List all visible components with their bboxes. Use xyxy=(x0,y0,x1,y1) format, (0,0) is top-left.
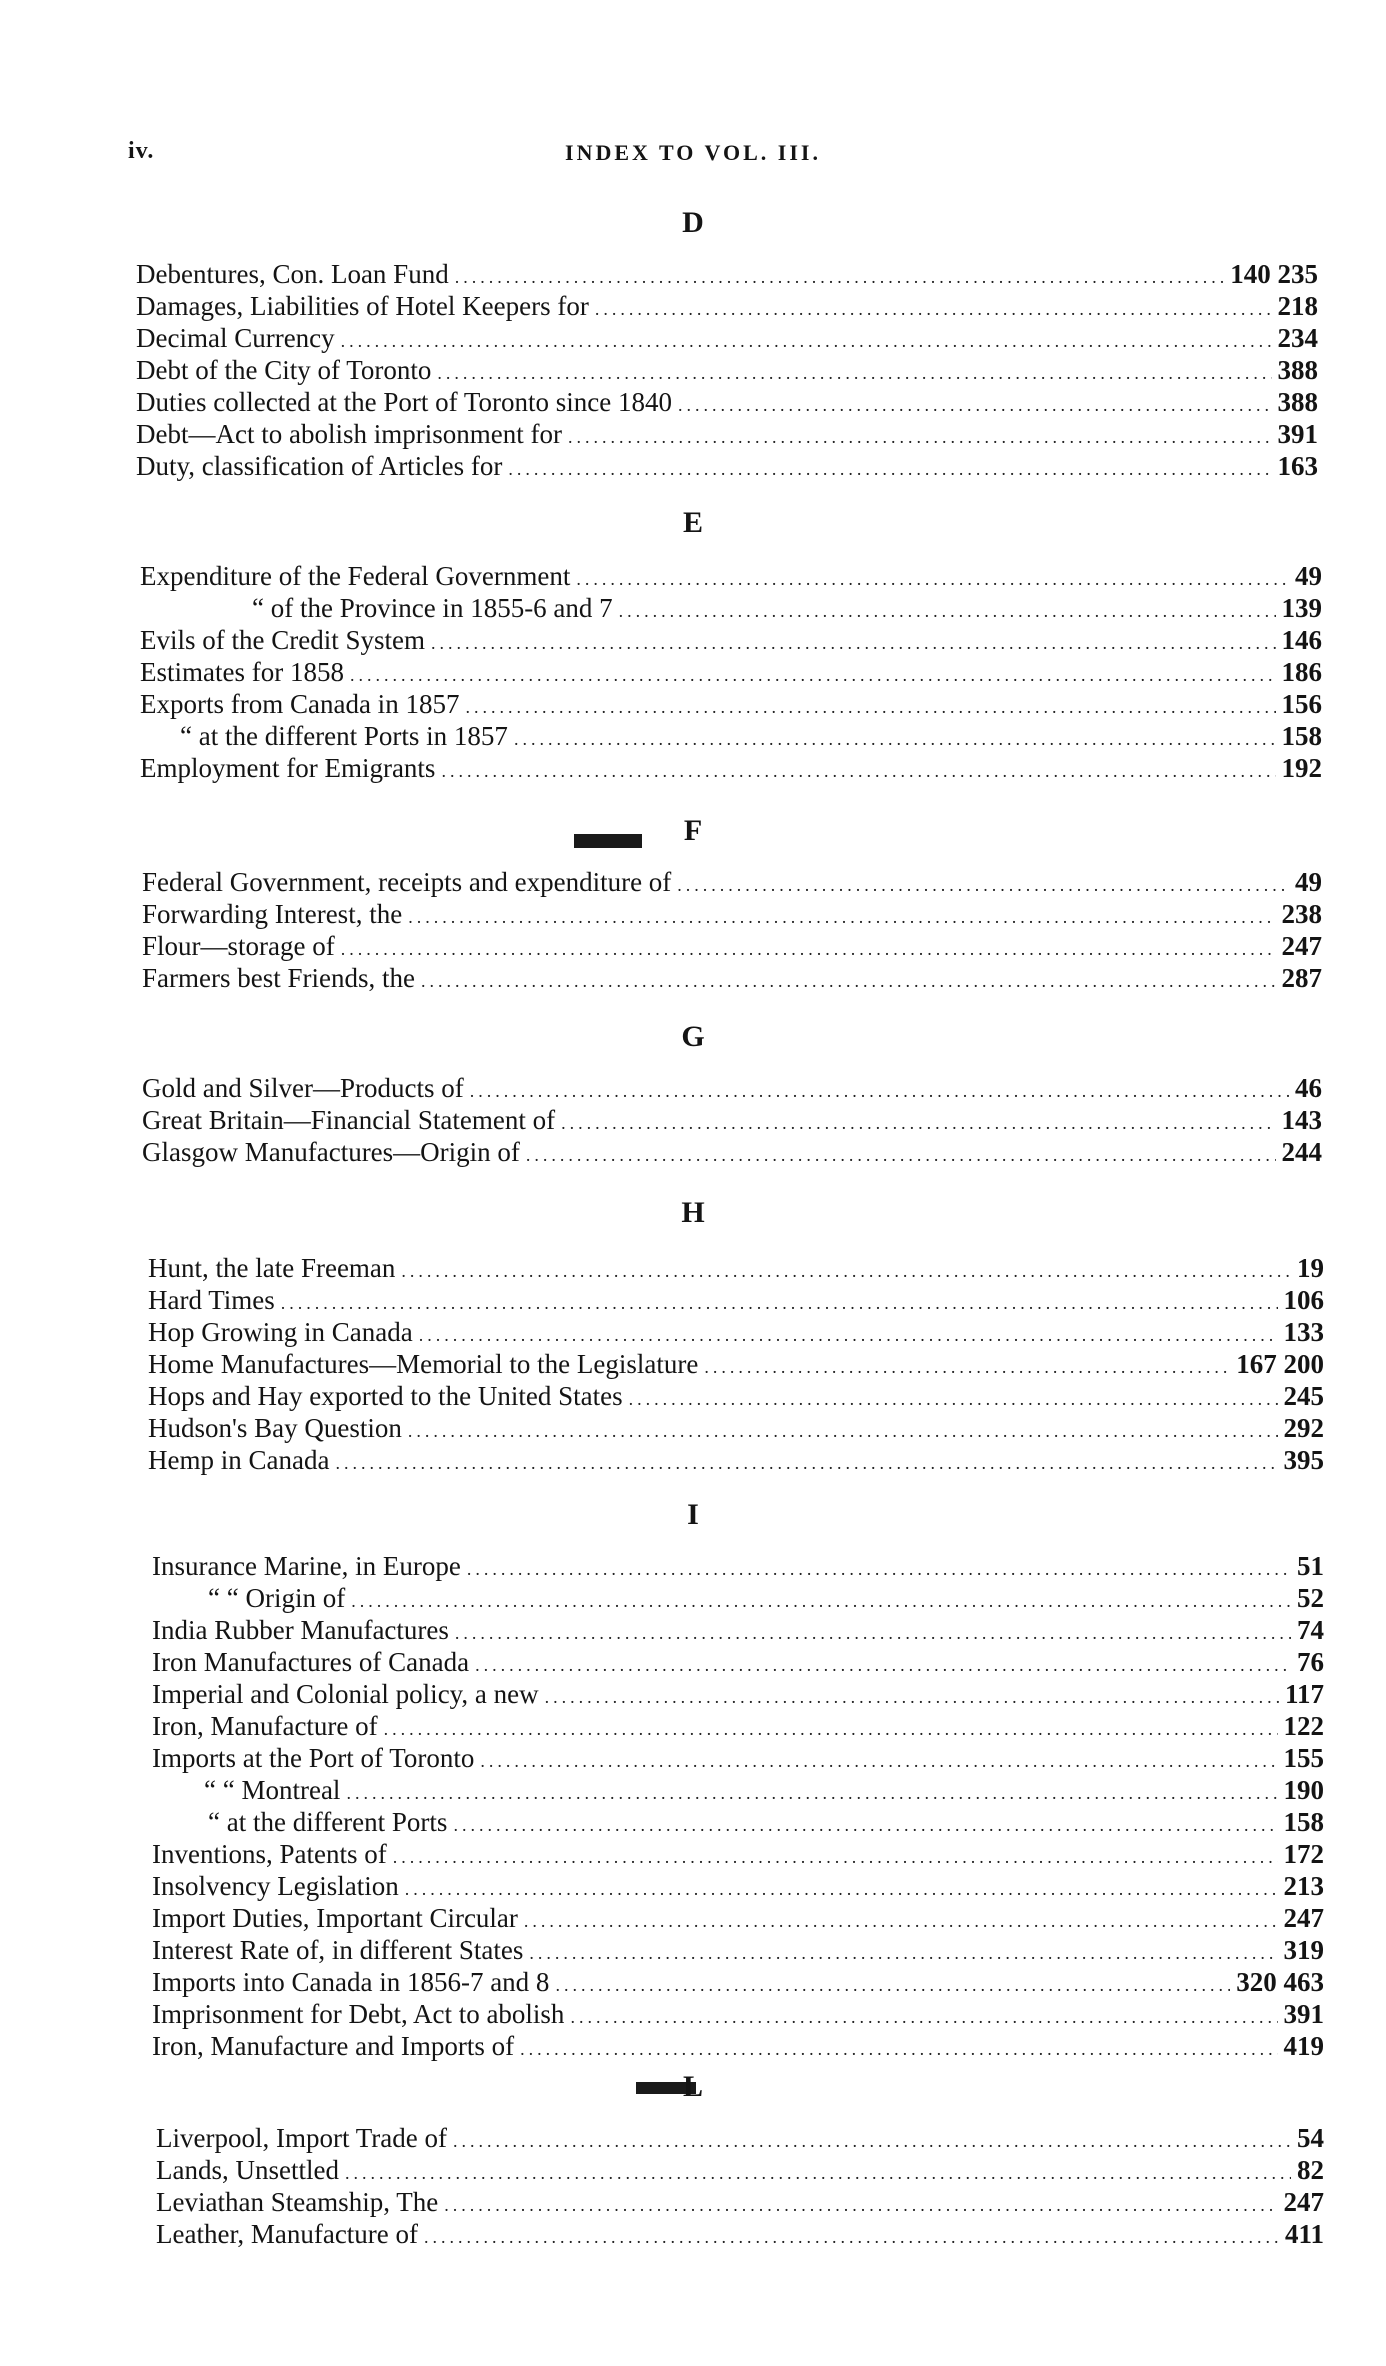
dot-leader xyxy=(475,1649,1291,1681)
entry-pages: 155 xyxy=(1283,1743,1324,1773)
index-entry xyxy=(152,1902,1324,1934)
index-entry xyxy=(148,1380,1324,1412)
entry-title: Insurance Marine, in Europe xyxy=(152,1551,461,1581)
entry-title: “ at the different Ports in 1857 xyxy=(180,721,508,751)
entry-title: Hard Times xyxy=(148,1285,275,1315)
entry-pages: 186 xyxy=(1281,657,1322,687)
entry-pages: 192 xyxy=(1281,753,1322,783)
dot-leader xyxy=(629,1383,1278,1415)
entry-title: “ “ Montreal xyxy=(204,1775,341,1805)
dot-leader xyxy=(480,1745,1277,1777)
entry-title: Lands, Unsettled xyxy=(156,2155,339,2185)
entry-pages: 287 xyxy=(1281,963,1322,993)
section-l-entries xyxy=(156,2122,1324,2250)
index-entry xyxy=(152,1806,1324,1838)
entry-pages: 49 xyxy=(1295,867,1322,897)
dot-leader xyxy=(677,869,1289,901)
entry-pages: 234 xyxy=(1277,323,1318,353)
entry-title: Leather, Manufacture of xyxy=(156,2219,419,2249)
entry-pages: 106 xyxy=(1283,1285,1324,1315)
entry-title: Duties collected at the Port of Toronto since 1840 xyxy=(136,387,672,417)
entry-title: Hop Growing in Canada xyxy=(148,1317,413,1347)
entry-title: Insolvency Legislation xyxy=(152,1871,399,1901)
index-entry xyxy=(140,592,1322,624)
dot-leader xyxy=(351,1585,1291,1617)
entry-pages: 158 xyxy=(1283,1807,1324,1837)
dot-leader xyxy=(401,1255,1291,1287)
entry-pages: 146 xyxy=(1281,625,1322,655)
entry-title: Hops and Hay exported to the United States xyxy=(148,1381,623,1411)
index-entry xyxy=(140,752,1322,784)
entry-title: Expenditure of the Federal Government xyxy=(140,561,571,591)
dot-leader xyxy=(545,1681,1279,1713)
entry-pages: 320 463 xyxy=(1236,1967,1324,1997)
entry-pages: 158 xyxy=(1281,721,1322,751)
index-entry xyxy=(142,1072,1322,1104)
entry-title: Imports into Canada in 1856-7 and 8 xyxy=(152,1967,550,1997)
entry-title: Exports from Canada in 1857 xyxy=(140,689,460,719)
entry-title: Inventions, Patents of xyxy=(152,1839,387,1869)
index-entry xyxy=(140,560,1322,592)
dot-leader xyxy=(508,453,1271,485)
dot-leader xyxy=(345,2157,1291,2189)
dot-leader xyxy=(408,1415,1278,1447)
section-letter-f: F xyxy=(683,814,703,847)
index-entry xyxy=(156,2122,1324,2154)
section-f-entries xyxy=(142,866,1322,994)
entry-title: Imprisonment for Debt, Act to abolish xyxy=(152,1999,565,2029)
dot-leader xyxy=(568,421,1272,453)
entry-title: Hudson's Bay Question xyxy=(148,1413,402,1443)
index-entry xyxy=(152,1838,1324,1870)
entry-pages: 238 xyxy=(1281,899,1322,929)
entry-pages: 319 xyxy=(1283,1935,1324,1965)
entry-pages: 163 xyxy=(1277,451,1318,481)
index-entry xyxy=(148,1412,1324,1444)
dot-leader xyxy=(444,2189,1277,2221)
index-entry xyxy=(136,450,1318,482)
entry-pages: 247 xyxy=(1283,2187,1324,2217)
entry-title: Imperial and Colonial policy, a new xyxy=(152,1679,539,1709)
section-letter-l: L xyxy=(682,2070,703,2103)
dot-leader xyxy=(465,691,1275,723)
page-title: INDEX TO VOL. III. xyxy=(565,140,821,165)
entry-pages: 218 xyxy=(1277,291,1318,321)
entry-pages: 391 xyxy=(1283,1999,1324,2029)
entry-pages: 391 xyxy=(1277,419,1318,449)
entry-title: Interest Rate of, in different States xyxy=(152,1935,524,1965)
index-entry xyxy=(140,720,1322,752)
index-entry xyxy=(142,1136,1322,1168)
entry-pages: 19 xyxy=(1297,1253,1324,1283)
dot-leader xyxy=(350,659,1276,691)
dot-leader xyxy=(335,1447,1277,1479)
entry-title: Hunt, the late Freeman xyxy=(148,1253,396,1283)
dot-leader xyxy=(453,1809,1277,1841)
index-entry xyxy=(152,2030,1324,2062)
entry-title: Iron, Manufacture and Imports of xyxy=(152,2031,515,2061)
section-d-entries xyxy=(136,258,1318,482)
index-entry xyxy=(140,656,1322,688)
index-entry xyxy=(148,1316,1324,1348)
dot-leader xyxy=(555,1969,1230,2001)
index-entry xyxy=(152,1774,1324,1806)
dot-leader xyxy=(405,1873,1278,1905)
entry-title: Evils of the Credit System xyxy=(140,625,425,655)
index-entry xyxy=(152,1934,1324,1966)
entry-pages: 51 xyxy=(1297,1551,1324,1581)
entry-title: Federal Government, receipts and expenditure of xyxy=(142,867,672,897)
index-entry xyxy=(152,1998,1324,2030)
entry-title: Damages, Liabilities of Hotel Keepers for xyxy=(136,291,589,321)
entry-pages: 247 xyxy=(1281,931,1322,961)
index-entry xyxy=(142,962,1322,994)
entry-title: “ at the different Ports xyxy=(208,1807,448,1837)
entry-title: Leviathan Steamship, The xyxy=(156,2187,439,2217)
index-entry xyxy=(136,322,1318,354)
index-entry xyxy=(152,1646,1324,1678)
entry-title: Iron, Manufacture of xyxy=(152,1711,378,1741)
entry-pages: 292 xyxy=(1283,1413,1324,1443)
entry-title: Forwarding Interest, the xyxy=(142,899,403,929)
dot-leader xyxy=(704,1351,1230,1383)
index-entry xyxy=(142,1104,1322,1136)
entry-title: Debentures, Con. Loan Fund xyxy=(136,259,449,289)
index-entry xyxy=(152,1966,1324,1998)
dot-leader xyxy=(455,1617,1291,1649)
index-entry xyxy=(136,290,1318,322)
entry-pages: 52 xyxy=(1297,1583,1324,1613)
index-entry xyxy=(140,688,1322,720)
entry-pages: 245 xyxy=(1283,1381,1324,1411)
entry-title: Gold and Silver—Products of xyxy=(142,1073,464,1103)
section-letter-h: H xyxy=(681,1196,705,1229)
index-entry xyxy=(152,1678,1324,1710)
section-h-entries xyxy=(148,1252,1324,1476)
dot-leader xyxy=(467,1553,1291,1585)
running-head xyxy=(0,138,1386,168)
dot-leader xyxy=(431,627,1276,659)
entry-title: Duty, classification of Articles for xyxy=(136,451,503,481)
entry-pages: 140 235 xyxy=(1230,259,1318,289)
index-entry xyxy=(152,1870,1324,1902)
entry-pages: 172 xyxy=(1283,1839,1324,1869)
entry-pages: 388 xyxy=(1277,355,1318,385)
dot-leader xyxy=(524,1905,1278,1937)
dot-leader xyxy=(384,1713,1278,1745)
entry-title: Import Duties, Important Circular xyxy=(152,1903,518,1933)
entry-pages: 54 xyxy=(1297,2123,1324,2153)
dot-leader xyxy=(570,2001,1277,2033)
dot-leader xyxy=(678,389,1272,421)
entry-title: Decimal Currency xyxy=(136,323,335,353)
dot-leader xyxy=(441,755,1275,787)
section-letter-g: G xyxy=(681,1020,705,1053)
index-entry xyxy=(152,1742,1324,1774)
entry-pages: 244 xyxy=(1281,1137,1322,1167)
dot-leader xyxy=(520,2033,1277,2065)
entry-title: Home Manufactures—Memorial to the Legislature xyxy=(148,1349,699,1379)
entry-title: Liverpool, Import Trade of xyxy=(156,2123,447,2153)
index-entry xyxy=(148,1444,1324,1476)
index-entry xyxy=(136,418,1318,450)
dot-leader xyxy=(619,595,1276,627)
dot-leader xyxy=(526,1139,1276,1171)
index-entry xyxy=(152,1614,1324,1646)
dot-leader xyxy=(419,1319,1278,1351)
dot-leader xyxy=(346,1777,1277,1809)
entry-pages: 411 xyxy=(1284,2219,1324,2249)
entry-title: Flour—storage of xyxy=(142,931,335,961)
index-entry xyxy=(148,1284,1324,1316)
entry-pages: 419 xyxy=(1283,2031,1324,2061)
dot-leader xyxy=(341,325,1272,357)
index-entry xyxy=(152,1550,1324,1582)
dot-leader xyxy=(595,293,1272,325)
entry-pages: 133 xyxy=(1283,1317,1324,1347)
entry-title: Glasgow Manufactures—Origin of xyxy=(142,1137,520,1167)
dot-leader xyxy=(437,357,1271,389)
dot-leader xyxy=(341,933,1276,965)
dot-leader xyxy=(576,563,1289,595)
entry-pages: 167 200 xyxy=(1236,1349,1324,1379)
page-number: iv. xyxy=(128,138,155,164)
section-letter-i: I xyxy=(687,1498,699,1531)
entry-pages: 213 xyxy=(1283,1871,1324,1901)
entry-title: Estimates for 1858 xyxy=(140,657,344,687)
index-entry xyxy=(152,1582,1324,1614)
index-entry xyxy=(136,258,1318,290)
index-entry xyxy=(136,354,1318,386)
index-entry xyxy=(140,624,1322,656)
dot-leader xyxy=(453,2125,1291,2157)
entry-title: Employment for Emigrants xyxy=(140,753,436,783)
entry-pages: 156 xyxy=(1281,689,1322,719)
dot-leader xyxy=(393,1841,1278,1873)
dot-leader xyxy=(529,1937,1277,1969)
dot-leader xyxy=(514,723,1276,755)
entry-pages: 46 xyxy=(1295,1073,1322,1103)
index-entry xyxy=(156,2218,1324,2250)
entry-title: Farmers best Friends, the xyxy=(142,963,415,993)
entry-title: “ “ Origin of xyxy=(208,1583,346,1613)
dot-leader xyxy=(281,1287,1278,1319)
section-g-entries xyxy=(142,1072,1322,1168)
index-entry xyxy=(156,2186,1324,2218)
entry-title: Iron Manufactures of Canada xyxy=(152,1647,470,1677)
entry-title: Debt of the City of Toronto xyxy=(136,355,432,385)
entry-pages: 190 xyxy=(1283,1775,1324,1805)
index-entry xyxy=(136,386,1318,418)
entry-pages: 74 xyxy=(1297,1615,1324,1645)
entry-pages: 117 xyxy=(1284,1679,1324,1709)
index-entry xyxy=(142,866,1322,898)
entry-pages: 139 xyxy=(1281,593,1322,623)
entry-title: Debt—Act to abolish imprisonment for xyxy=(136,419,562,449)
entry-pages: 76 xyxy=(1297,1647,1324,1677)
entry-title: Hemp in Canada xyxy=(148,1445,330,1475)
section-letter-e: E xyxy=(682,506,703,539)
entry-title: Imports at the Port of Toronto xyxy=(152,1743,475,1773)
entry-pages: 82 xyxy=(1297,2155,1324,2185)
index-entry xyxy=(142,930,1322,962)
entry-pages: 122 xyxy=(1283,1711,1324,1741)
section-e-entries xyxy=(140,560,1322,784)
entry-title: “ of the Province in 1855-6 and 7 xyxy=(252,593,613,623)
entry-pages: 395 xyxy=(1283,1445,1324,1475)
index-entry xyxy=(152,1710,1324,1742)
index-entry xyxy=(148,1252,1324,1284)
entry-pages: 49 xyxy=(1295,561,1322,591)
dot-leader xyxy=(424,2221,1279,2253)
entry-title: India Rubber Manufactures xyxy=(152,1615,449,1645)
section-i-entries xyxy=(152,1550,1324,2062)
index-entry xyxy=(156,2154,1324,2186)
section-letter-d: D xyxy=(682,206,704,239)
entry-pages: 143 xyxy=(1281,1105,1322,1135)
index-entry xyxy=(142,898,1322,930)
dot-leader xyxy=(561,1107,1275,1139)
entry-title: Great Britain—Financial Statement of xyxy=(142,1105,556,1135)
dot-leader xyxy=(421,965,1276,997)
index-entry xyxy=(148,1348,1324,1380)
dot-leader xyxy=(470,1075,1289,1107)
dot-leader xyxy=(455,261,1225,293)
dot-leader xyxy=(408,901,1275,933)
entry-pages: 388 xyxy=(1277,387,1318,417)
entry-pages: 247 xyxy=(1283,1903,1324,1933)
